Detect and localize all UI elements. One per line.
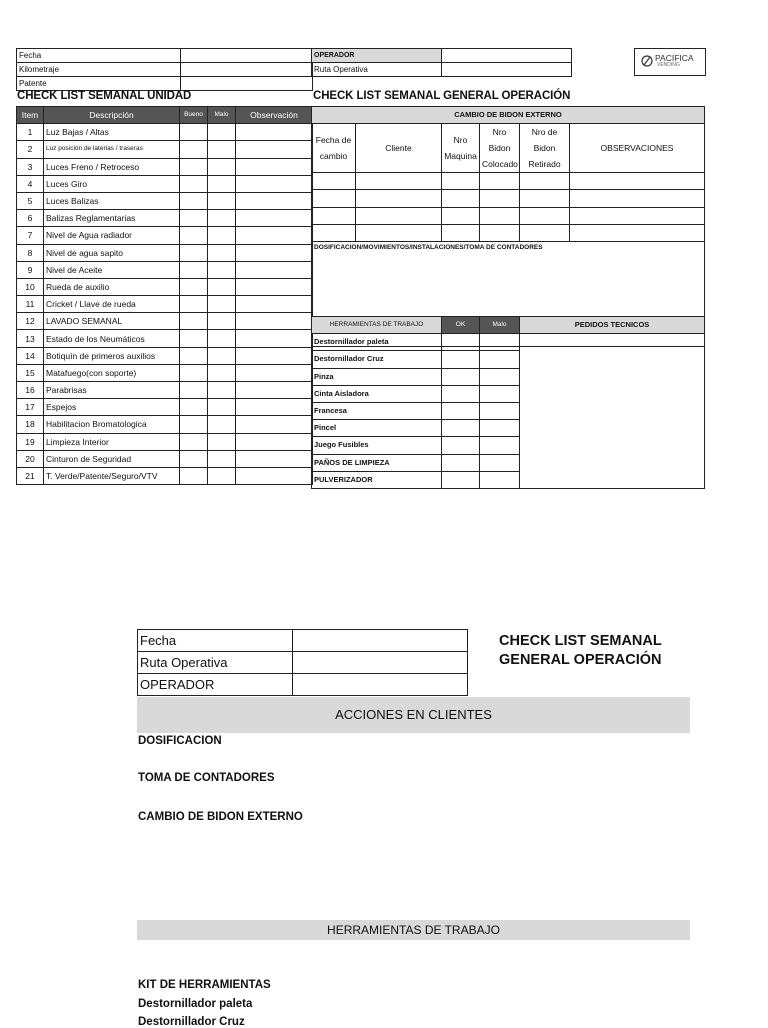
herramientas-title: HERRAMIENTAS DE TRABAJO	[312, 317, 442, 334]
tool-ok-checkbox[interactable]	[442, 351, 480, 368]
item-description: Habilitacion Bromatologica	[44, 416, 180, 433]
ruta-label: Ruta Operativa	[312, 63, 442, 77]
table-row	[17, 399, 313, 416]
col-bueno: Bueno	[180, 107, 208, 124]
item-description: Cricket / Llave de rueda	[44, 296, 180, 313]
bueno-checkbox[interactable]	[180, 261, 208, 278]
tool-malo-checkbox[interactable]	[480, 420, 520, 437]
tool-malo-checkbox[interactable]	[480, 402, 520, 419]
ruta-field[interactable]	[442, 63, 572, 77]
table-row	[17, 278, 313, 295]
page2-title-line1: CHECK LIST SEMANAL	[499, 633, 662, 649]
observacion-field[interactable]	[236, 382, 313, 399]
table-row	[17, 450, 313, 467]
item-description: Nivel de Agua radiador	[44, 227, 180, 244]
malo-checkbox[interactable]	[208, 416, 236, 433]
table-row	[17, 227, 313, 244]
observacion-field[interactable]	[236, 416, 313, 433]
bueno-checkbox[interactable]	[180, 347, 208, 364]
fecha-field[interactable]	[181, 49, 313, 63]
top-form	[16, 48, 705, 491]
observacion-field[interactable]	[236, 347, 313, 364]
tool-name: Francesa	[312, 402, 442, 419]
table-row	[17, 416, 313, 433]
item-description: Cinturon de Seguridad	[44, 450, 180, 467]
item-number: 1	[17, 124, 44, 141]
item-description: Botiquín de primeros auxilios	[44, 347, 180, 364]
item-description: Luz Bajas / Altas	[44, 124, 180, 141]
bidon-cell[interactable]	[356, 224, 442, 241]
bidon-cell[interactable]	[480, 190, 520, 207]
page2-ruta-label: Ruta Operativa	[138, 652, 293, 674]
tool-ok-checkbox[interactable]	[442, 420, 480, 437]
item-number: 7	[17, 227, 44, 244]
bueno-checkbox[interactable]	[180, 296, 208, 313]
bueno-checkbox[interactable]	[180, 433, 208, 450]
item-description: Nivel de agua sapito	[44, 244, 180, 261]
bidon-col-header: Nro de Bidon Retirado	[520, 124, 570, 173]
table-row	[17, 364, 313, 381]
page2-title	[499, 632, 662, 670]
observacion-field[interactable]	[236, 399, 313, 416]
page2-operador-label: OPERADOR	[138, 674, 293, 696]
table-row	[17, 467, 313, 484]
tool-ok-checkbox[interactable]	[442, 437, 480, 454]
bidon-cell[interactable]	[480, 173, 520, 190]
item-number: 14	[17, 347, 44, 364]
acciones-bar	[137, 697, 690, 733]
malo-checkbox[interactable]	[208, 227, 236, 244]
bidon-cell[interactable]	[312, 190, 356, 207]
table-row	[17, 141, 313, 158]
bueno-checkbox[interactable]	[180, 175, 208, 192]
tool-ok-checkbox[interactable]	[442, 454, 480, 471]
tool-malo-checkbox[interactable]	[480, 454, 520, 471]
bueno-checkbox[interactable]	[180, 192, 208, 209]
malo-checkbox[interactable]	[208, 261, 236, 278]
observacion-field[interactable]	[236, 124, 313, 141]
bueno-checkbox[interactable]	[180, 450, 208, 467]
item-number: 15	[17, 364, 44, 381]
bidon-cell[interactable]	[570, 224, 705, 241]
table-row	[17, 433, 313, 450]
observacion-field[interactable]	[236, 450, 313, 467]
malo-checkbox[interactable]	[208, 364, 236, 381]
toma-contadores-label: TOMA DE CONTADORES	[138, 772, 275, 784]
tool-malo-checkbox[interactable]	[480, 385, 520, 402]
bidon-col-header: OBSERVACIONES	[570, 124, 705, 173]
dest-paleta-label: Destornillador paleta	[138, 998, 253, 1010]
bidon-row	[312, 224, 705, 241]
patente-field[interactable]	[181, 77, 313, 91]
operador-field[interactable]	[442, 49, 572, 63]
table-row	[17, 382, 313, 399]
bidon-cell[interactable]	[570, 190, 705, 207]
observacion-field[interactable]	[236, 192, 313, 209]
table-row	[17, 210, 313, 227]
bidon-cell[interactable]	[312, 224, 356, 241]
herramientas-bar-label: HERRAMIENTAS DE TRABAJO	[327, 923, 500, 937]
bueno-checkbox[interactable]	[180, 278, 208, 295]
bidon-cell[interactable]	[312, 173, 356, 190]
observacion-field[interactable]	[236, 278, 313, 295]
item-description: T. Verde/Patente/Seguro/VTV	[44, 467, 180, 484]
item-description: LAVADO SEMANAL	[44, 313, 180, 330]
dest-cruz-label: Destornillador Cruz	[138, 1016, 245, 1028]
malo-checkbox[interactable]	[208, 399, 236, 416]
bidon-col-header: Fecha de cambio	[312, 124, 356, 173]
col-observacion: Observación	[236, 107, 313, 124]
item-number: 6	[17, 210, 44, 227]
unidad-table	[16, 106, 313, 485]
item-number: 8	[17, 244, 44, 261]
malo-checkbox[interactable]	[208, 244, 236, 261]
malo-checkbox[interactable]	[208, 330, 236, 347]
kilometraje-field[interactable]	[181, 63, 313, 77]
tool-name: Pincel	[312, 420, 442, 437]
bueno-checkbox[interactable]	[180, 467, 208, 484]
acciones-label: ACCIONES EN CLIENTES	[335, 707, 492, 722]
bidon-cell[interactable]	[480, 224, 520, 241]
bueno-checkbox[interactable]	[180, 382, 208, 399]
bidon-cell[interactable]	[520, 224, 570, 241]
item-description: Luz posición de laterias / traseras	[44, 141, 180, 158]
observacion-field[interactable]	[236, 261, 313, 278]
item-number: 20	[17, 450, 44, 467]
malo-checkbox[interactable]	[208, 450, 236, 467]
bidon-cell[interactable]	[442, 190, 480, 207]
malo-checkbox[interactable]	[208, 192, 236, 209]
observacion-field[interactable]	[236, 158, 313, 175]
malo-checkbox[interactable]	[208, 141, 236, 158]
table-row	[17, 175, 313, 192]
observacion-field[interactable]	[236, 296, 313, 313]
page2-title-line2: GENERAL OPERACIÓN	[499, 652, 662, 668]
malo-checkbox[interactable]	[208, 382, 236, 399]
bidon-cell[interactable]	[520, 207, 570, 224]
observacion-field[interactable]	[236, 227, 313, 244]
tool-malo-checkbox[interactable]	[480, 471, 520, 488]
tool-name: Destornillador Cruz	[312, 351, 442, 368]
tool-malo-checkbox[interactable]	[480, 437, 520, 454]
tool-malo-checkbox[interactable]	[480, 368, 520, 385]
tool-ok-checkbox[interactable]	[442, 402, 480, 419]
unidad-title: CHECK LIST SEMANAL UNIDAD	[17, 90, 192, 102]
tool-ok-checkbox[interactable]	[442, 471, 480, 488]
item-description: Matafuego(con soporte)	[44, 364, 180, 381]
bidon-col-header: Nro Maquina	[442, 124, 480, 173]
table-row	[17, 261, 313, 278]
herramientas-table	[311, 316, 705, 489]
item-number: 16	[17, 382, 44, 399]
bidon-row	[312, 173, 705, 190]
table-row	[17, 330, 313, 347]
malo-checkbox[interactable]	[208, 210, 236, 227]
malo-checkbox[interactable]	[208, 467, 236, 484]
malo-checkbox[interactable]	[208, 175, 236, 192]
bidon-cell[interactable]	[442, 224, 480, 241]
page2-header-table	[137, 629, 468, 696]
malo-checkbox[interactable]	[208, 124, 236, 141]
tool-name: Destornillador paleta	[312, 334, 442, 351]
item-number: 10	[17, 278, 44, 295]
bueno-checkbox[interactable]	[180, 330, 208, 347]
tool-row	[312, 334, 705, 351]
item-number: 17	[17, 399, 44, 416]
table-row	[17, 313, 313, 330]
patente-label: Patente	[17, 77, 181, 91]
observacion-field[interactable]	[236, 175, 313, 192]
item-number: 9	[17, 261, 44, 278]
bueno-checkbox[interactable]	[180, 227, 208, 244]
bidon-row	[312, 207, 705, 224]
herramientas-ok: OK	[442, 317, 480, 334]
pedidos-field[interactable]	[520, 334, 705, 489]
item-description: Parabrisas	[44, 382, 180, 399]
pedidos-title: PEDIDOS TECNICOS	[520, 317, 705, 334]
operacion-title: CHECK LIST SEMANAL GENERAL OPERACIÓN	[313, 90, 571, 102]
item-number: 12	[17, 313, 44, 330]
bueno-checkbox[interactable]	[180, 416, 208, 433]
page2-operador-field[interactable]	[293, 674, 468, 696]
bidon-col-header: Nro Bidon Colocado	[480, 124, 520, 173]
bidon-cell[interactable]	[442, 207, 480, 224]
bueno-checkbox[interactable]	[180, 313, 208, 330]
item-description: Luces Freno / Retroceso	[44, 158, 180, 175]
tool-name: Juego Fusibles	[312, 437, 442, 454]
bueno-checkbox[interactable]	[180, 244, 208, 261]
bidon-row	[312, 190, 705, 207]
bueno-checkbox[interactable]	[180, 124, 208, 141]
pacifica-logo-icon	[641, 55, 653, 67]
kit-label: KIT DE HERRAMIENTAS	[138, 979, 271, 991]
tool-name: Pinza	[312, 368, 442, 385]
item-description: Rueda de auxilio	[44, 278, 180, 295]
malo-checkbox[interactable]	[208, 313, 236, 330]
header-right-table	[311, 48, 572, 77]
bidon-cell[interactable]	[356, 190, 442, 207]
observacion-field[interactable]	[236, 467, 313, 484]
item-number: 5	[17, 192, 44, 209]
col-malo: Malo	[208, 107, 236, 124]
observacion-field[interactable]	[236, 313, 313, 330]
herramientas-bar	[137, 920, 690, 940]
bidon-title: CAMBIO DE BIDON EXTERNO	[312, 107, 705, 124]
cambio-bidon-label: CAMBIO DE BIDON EXTERNO	[138, 811, 303, 823]
bidon-cell[interactable]	[570, 207, 705, 224]
item-description: Estado de los Neumáticos	[44, 330, 180, 347]
item-description: Luces Balizas	[44, 192, 180, 209]
bueno-checkbox[interactable]	[180, 158, 208, 175]
tool-ok-checkbox[interactable]	[442, 368, 480, 385]
page2-fecha-label: Fecha	[138, 630, 293, 652]
tool-name: PULVERIZADOR	[312, 471, 442, 488]
item-number: 4	[17, 175, 44, 192]
table-row	[17, 158, 313, 175]
page2-ruta-field[interactable]	[293, 652, 468, 674]
bidon-table	[311, 106, 705, 347]
col-item: Item	[17, 107, 44, 124]
malo-checkbox[interactable]	[208, 278, 236, 295]
bidon-cell[interactable]	[570, 173, 705, 190]
header-left-table	[16, 48, 313, 91]
item-description: Luces Giro	[44, 175, 180, 192]
malo-checkbox[interactable]	[208, 158, 236, 175]
fecha-label: Fecha	[17, 49, 181, 63]
item-number: 13	[17, 330, 44, 347]
bidon-cell[interactable]	[356, 173, 442, 190]
page2-fecha-field[interactable]	[293, 630, 468, 652]
logo-name: PACIFICA	[655, 53, 694, 63]
tool-malo-checkbox[interactable]	[480, 334, 520, 351]
bidon-cell[interactable]	[520, 190, 570, 207]
logo-box	[634, 48, 706, 76]
observacion-field[interactable]	[236, 210, 313, 227]
bidon-cell[interactable]	[312, 207, 356, 224]
table-row	[17, 192, 313, 209]
bueno-checkbox[interactable]	[180, 141, 208, 158]
bueno-checkbox[interactable]	[180, 399, 208, 416]
dosificacion-label: DOSIFICACION	[138, 735, 222, 747]
dosificacion-title: DOSIFICACION/MOVIMIENTOS/INSTALACIONES/TOMA DE CONTADORES	[312, 241, 705, 346]
item-description: Balizas Reglamentarias	[44, 210, 180, 227]
table-row	[17, 296, 313, 313]
malo-checkbox[interactable]	[208, 433, 236, 450]
table-row	[17, 347, 313, 364]
tool-name: PAÑOS DE LIMPIEZA	[312, 454, 442, 471]
tool-ok-checkbox[interactable]	[442, 334, 480, 351]
bidon-cell[interactable]	[480, 207, 520, 224]
kilometraje-label: Kilometraje	[17, 63, 181, 77]
tool-ok-checkbox[interactable]	[442, 385, 480, 402]
item-number: 3	[17, 158, 44, 175]
item-description: Espejos	[44, 399, 180, 416]
tool-name: Cinta Aisladora	[312, 385, 442, 402]
observacion-field[interactable]	[236, 244, 313, 261]
malo-checkbox[interactable]	[208, 347, 236, 364]
logo-subtitle: VENDING	[657, 62, 680, 68]
item-description: Limpieza Interior	[44, 433, 180, 450]
bidon-cell[interactable]	[442, 173, 480, 190]
herramientas-malo: Malo	[480, 317, 520, 334]
bueno-checkbox[interactable]	[180, 210, 208, 227]
bidon-col-header: Cliente	[356, 124, 442, 173]
bidon-cell[interactable]	[356, 207, 442, 224]
item-number: 19	[17, 433, 44, 450]
operador-label: OPERADOR	[312, 49, 442, 63]
tool-malo-checkbox[interactable]	[480, 351, 520, 368]
table-row	[17, 124, 313, 141]
observacion-field[interactable]	[236, 330, 313, 347]
item-number: 18	[17, 416, 44, 433]
item-number: 21	[17, 467, 44, 484]
col-descripcion: Descripción	[44, 107, 180, 124]
observacion-field[interactable]	[236, 364, 313, 381]
observacion-field[interactable]	[236, 433, 313, 450]
table-row	[17, 244, 313, 261]
bidon-cell[interactable]	[520, 173, 570, 190]
item-description: Nivel de Aceite	[44, 261, 180, 278]
item-number: 11	[17, 296, 44, 313]
malo-checkbox[interactable]	[208, 296, 236, 313]
bueno-checkbox[interactable]	[180, 364, 208, 381]
item-number: 2	[17, 141, 44, 158]
observacion-field[interactable]	[236, 141, 313, 158]
